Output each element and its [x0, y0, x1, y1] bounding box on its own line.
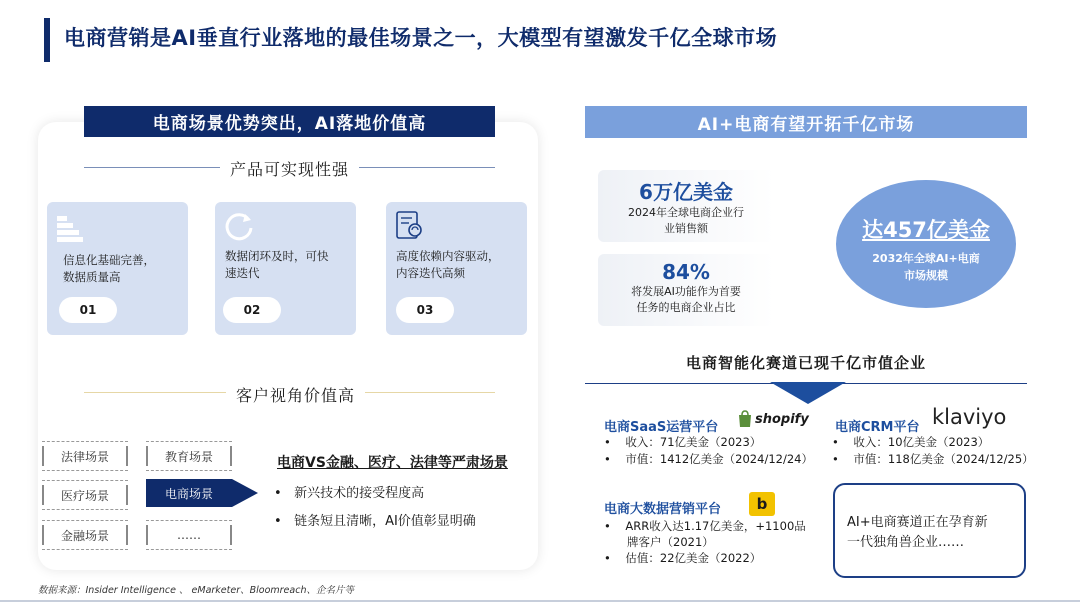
company-1-title: 电商SaaS运营平台	[604, 420, 719, 435]
company-3-line-2: 牌客户（2021）	[627, 535, 714, 549]
feature-1-number: 01	[59, 297, 117, 323]
bars-stack-icon	[55, 214, 85, 244]
stat-2-value: 84%	[662, 260, 710, 284]
point-2-text: 链条短且清晰，AI价值彰显明确	[294, 514, 476, 529]
shopify-wordmark: shopify	[755, 411, 809, 427]
point-2: • 链条短且清晰，AI价值彰显明确	[274, 514, 476, 529]
stat-1-desc-line1: 2024年全球电商企业行	[628, 206, 744, 219]
customer-section-title: 客户视角价值高	[226, 383, 365, 406]
company-2-line-1: • 收入：10亿美金（2023）	[832, 435, 990, 449]
company-3-line-3-text: 估值：22亿美金（2022）	[625, 551, 762, 565]
company-3-title: 电商大数据营销平台	[604, 502, 722, 517]
feature-3-number: 03	[396, 297, 454, 323]
market-size-circle	[836, 180, 1016, 308]
company-2-line-2-text: 市值：118亿美金（2024/12/25）	[853, 452, 1034, 466]
point-1: • 新兴技术的接受程度高	[274, 486, 425, 501]
klaviyo-logo: klaviyo	[932, 405, 1007, 429]
scene-more: ……	[146, 520, 232, 550]
feature-card-3	[386, 202, 527, 335]
scene-ecommerce: 电商场景	[146, 479, 232, 507]
unicorn-callout	[833, 483, 1026, 578]
feature-3-line1: 高度依赖内容驱动，	[396, 249, 500, 263]
left-panel-header: 电商场景优势突出，AI落地价值高	[84, 106, 495, 137]
refresh-icon	[223, 210, 255, 242]
market-size-desc-line1: 2032年全球AI+电商	[872, 252, 980, 265]
company-2-line-2: • 市值：118亿美金（2024/12/25）	[832, 452, 1034, 466]
stat-card-1	[598, 170, 774, 242]
stat-1-value: 6万亿美金	[639, 180, 733, 204]
feature-1-line2: 数据质量高	[63, 270, 121, 284]
shopify-logo	[737, 410, 809, 428]
stat-2-desc-line2: 任务的电商企业占比	[636, 301, 736, 314]
product-section-title: 产品可实现性强	[220, 157, 359, 180]
callout-line1: AI+电商赛道正在孕育新	[847, 515, 988, 530]
callout-line2: 一代独角兽企业……	[847, 535, 965, 550]
feature-card-1	[47, 202, 188, 335]
stat-1-desc-line2: 业销售额	[664, 222, 708, 235]
feature-2-line2: 速迭代	[225, 266, 260, 280]
title-accent-bar	[44, 18, 50, 62]
company-3-line-1-text: ARR收入达1.17亿美金，+1100品	[625, 519, 806, 533]
vs-title: 电商VS金融、医疗、法律等严肃场景	[277, 455, 508, 471]
content-doc-icon	[394, 209, 424, 241]
company-2-line-1-text: 收入：10亿美金（2023）	[853, 435, 990, 449]
feature-2-number: 02	[223, 297, 281, 323]
feature-2-line1: 数据闭环及时，可快	[225, 249, 329, 263]
point-1-text: 新兴技术的接受程度高	[294, 486, 425, 501]
page-title: 电商营销是AI垂直行业落地的最佳场景之一，大模型有望激发千亿全球市场	[64, 26, 778, 50]
market-size-desc-line2: 市场规模	[904, 269, 948, 282]
shopping-bag-icon	[737, 410, 753, 428]
company-1-line-2-text: 市值：1412亿美金（2024/12/24）	[625, 452, 813, 466]
scene-medical: 医疗场景	[42, 480, 128, 510]
feature-1-line1: 信息化基础完善，	[63, 253, 155, 267]
feature-card-2	[215, 202, 356, 335]
bloomreach-logo: b	[749, 492, 775, 516]
chevron-down-icon	[770, 382, 846, 404]
market-size-value: 达457亿美金	[862, 218, 990, 242]
stat-card-2	[598, 254, 774, 326]
valuation-section-title: 电商智能化赛道已现千亿市值企业	[685, 354, 926, 372]
company-1-line-1: • 收入：71亿美金（2023）	[604, 435, 762, 449]
bottom-divider	[0, 600, 1080, 602]
company-3-line-1: • ARR收入达1.17亿美金，+1100品	[604, 519, 806, 533]
company-3-line-3: • 估值：22亿美金（2022）	[604, 551, 762, 565]
scene-education: 教育场景	[146, 441, 232, 471]
feature-3-line2: 内容迭代高频	[396, 266, 465, 280]
scene-law: 法律场景	[42, 441, 128, 471]
company-1-line-2: • 市值：1412亿美金（2024/12/24）	[604, 452, 813, 466]
pointer-arrow-icon	[232, 479, 262, 507]
stat-2-desc-line1: 将发展AI功能作为首要	[631, 285, 741, 298]
company-2-title: 电商CRM平台	[835, 420, 920, 435]
company-1-line-1-text: 收入：71亿美金（2023）	[625, 435, 762, 449]
scene-finance: 金融场景	[42, 520, 128, 550]
right-panel-header: AI+电商有望开拓千亿市场	[585, 106, 1027, 138]
data-source-note: 数据来源：Insider Intelligence 、 eMarketer、Bloomreach、企名片等	[38, 585, 354, 596]
